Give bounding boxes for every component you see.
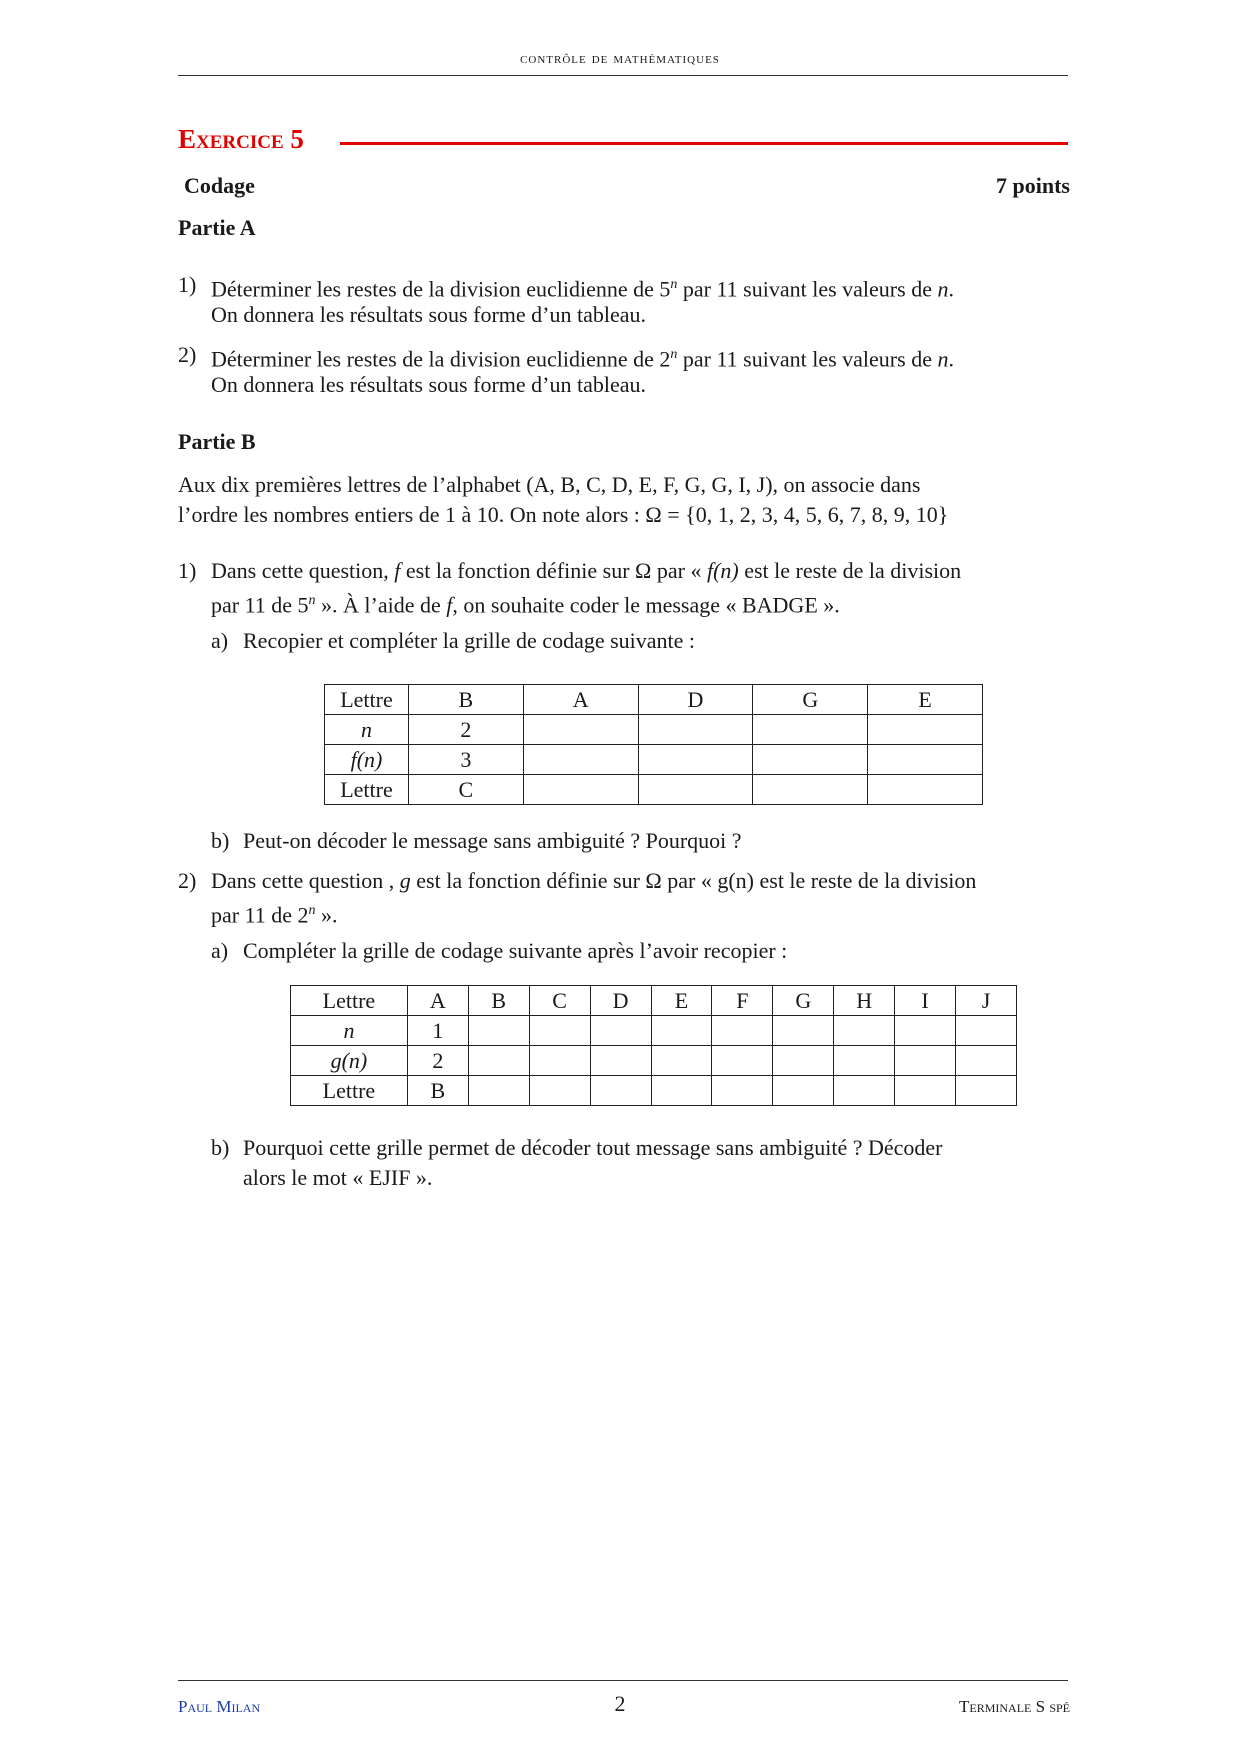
table-cell (753, 745, 868, 775)
part-b-q1-var-f2: f (446, 592, 453, 618)
table-cell (523, 775, 638, 805)
table-cell: n (325, 715, 409, 745)
part-b-q2-var-g: g (399, 868, 411, 893)
exercise-title: Exercice 5 (178, 124, 304, 154)
page-number: 2 (614, 1691, 626, 1716)
table-cell: B (407, 1076, 468, 1106)
table-cell: F (712, 986, 773, 1016)
table-cell: 2 (408, 715, 523, 745)
part-b-q1-number: 1) (178, 558, 197, 583)
table-cell: D (638, 685, 753, 715)
part-a-q2-text-pre: Déterminer les restes de la division euclidienne de 2 (211, 346, 671, 372)
part-a-q2-text-post: par 11 suivant les valeurs de (677, 346, 938, 372)
part-a-q2-dot: . (948, 346, 954, 372)
part-b-q2-line1-b: est la fonction définie sur Ω par « g(n) est le reste de la division (410, 868, 977, 893)
part-b-intro-line2: l’ordre les nombres entiers de 1 à 10. On note alors : Ω = {0, 1, 2, 3, 4, 5, 6, 7, 8, 9, 10} (178, 502, 949, 527)
table-cell (868, 745, 983, 775)
table-cell: Lettre (291, 1076, 408, 1106)
part-b-q1-line1 (211, 556, 1068, 586)
table-cell: Lettre (325, 685, 409, 715)
part-b-q2b-line1: Pourquoi cette grille permet de décoder tout message sans ambiguité ? Décoder (243, 1135, 943, 1160)
part-a-q1-dot: . (948, 276, 954, 302)
table-cell: H (834, 986, 895, 1016)
table-cell (638, 715, 753, 745)
table-cell: A (407, 986, 468, 1016)
table-cell (712, 1016, 773, 1046)
exercise-points: 7 points (996, 173, 1070, 198)
part-b-q1-line2 (211, 586, 1068, 620)
part-a-q2-number: 2) (178, 342, 197, 367)
part-b-q1a-text: Recopier et compléter la grille de codage suivante : (243, 628, 696, 653)
table-cell: E (651, 986, 712, 1016)
table-cell (956, 1016, 1017, 1046)
table-cell (712, 1076, 773, 1106)
table-row (325, 775, 983, 805)
table-cell: D (590, 986, 651, 1016)
part-a-q1-var-n: n (937, 276, 949, 302)
part-a-q1-line2: On donnera les résultats sous forme d’un tableau. (211, 302, 646, 327)
part-b-q1b-text: Peut-on décoder le message sans ambiguité ? Pourquoi ? (243, 828, 742, 853)
table-cell: 2 (407, 1046, 468, 1076)
table-cell: Lettre (291, 986, 408, 1016)
exercise-subject: Codage (184, 173, 255, 198)
coding-grid-f (324, 684, 983, 805)
table-cell (834, 1046, 895, 1076)
table-cell: 1 (407, 1016, 468, 1046)
part-b-q1-exponent: n (308, 593, 316, 608)
table-cell (590, 1016, 651, 1046)
table-cell (895, 1016, 956, 1046)
table-cell (753, 715, 868, 745)
table-cell (834, 1016, 895, 1046)
part-a-q2-exponent: n (670, 347, 678, 362)
part-b-q1b-number: b) (211, 828, 230, 853)
table-cell: C (529, 986, 590, 1016)
part-b-q1-line2-a: par 11 de 5 (211, 592, 309, 618)
table-cell (468, 1046, 529, 1076)
table-cell (868, 775, 983, 805)
table-cell (834, 1076, 895, 1106)
table-row (325, 745, 983, 775)
table-cell: n (291, 1016, 408, 1046)
part-b-title: Partie B (178, 429, 256, 454)
table-cell: 3 (408, 745, 523, 775)
page-header-title: contrôle de mathématiques (520, 50, 720, 67)
table-cell (956, 1076, 1017, 1106)
table-cell (773, 1076, 834, 1106)
table-cell: G (773, 986, 834, 1016)
table-cell: E (868, 685, 983, 715)
table-cell: B (408, 685, 523, 715)
part-b-q1-var-fn: f(n) (706, 558, 739, 583)
table-cell: A (523, 685, 638, 715)
part-b-q1-line1-a: Dans cette question, (211, 558, 395, 583)
part-b-q2a-number: a) (211, 938, 229, 963)
part-b-q2-line2 (211, 896, 338, 930)
header-rule (178, 75, 1068, 76)
table-row (325, 685, 983, 715)
table-cell (753, 775, 868, 805)
part-b-q1-line2-c: , on souhaite coder le message « BADGE ». (452, 592, 840, 618)
part-b-q2-line1 (211, 866, 1068, 896)
table-cell (868, 715, 983, 745)
table-cell: g(n) (291, 1046, 408, 1076)
table-cell: I (895, 986, 956, 1016)
table-row (291, 1016, 1017, 1046)
table-cell (773, 1046, 834, 1076)
part-b-q1a-number: a) (211, 628, 229, 653)
table-cell (651, 1016, 712, 1046)
part-b-q2-number: 2) (178, 868, 197, 893)
part-b-q2a-text: Compléter la grille de codage suivante après l’avoir recopier : (243, 938, 788, 963)
table-cell: Lettre (325, 775, 409, 805)
table-cell (895, 1076, 956, 1106)
table-cell (956, 1046, 1017, 1076)
table-cell: f(n) (325, 745, 409, 775)
part-b-q2-line1-a: Dans cette question , (211, 868, 400, 893)
part-b-intro-line1: Aux dix premières lettres de l’alphabet (A, B, C, D, E, F, G, G, I, J), on associe dans (178, 472, 921, 497)
table-cell (638, 775, 753, 805)
table-cell (468, 1076, 529, 1106)
table-cell (590, 1076, 651, 1106)
table-row (325, 715, 983, 745)
table-cell (895, 1046, 956, 1076)
part-b-q1-line1-c: est le reste de la division (738, 558, 962, 583)
table-cell (590, 1046, 651, 1076)
part-b-q2b-number: b) (211, 1135, 230, 1160)
part-a-q1-number: 1) (178, 272, 197, 297)
table-row (291, 1046, 1017, 1076)
table-cell (712, 1046, 773, 1076)
table-cell: B (468, 986, 529, 1016)
table-cell: J (956, 986, 1017, 1016)
table-cell (651, 1076, 712, 1106)
part-a-title: Partie A (178, 215, 256, 240)
table-cell (638, 745, 753, 775)
part-a-q2-var-n: n (937, 346, 949, 372)
footer-author: Paul Milan (178, 1697, 261, 1716)
part-a-q1-text-pre: Déterminer les restes de la division euclidienne de 5 (211, 276, 671, 302)
exercise-title-rule (340, 142, 1068, 145)
part-a-q1-exponent: n (670, 277, 678, 292)
table-cell (529, 1076, 590, 1106)
part-b-q1-line1-b: est la fonction définie sur Ω par « (400, 558, 707, 583)
part-b-q2b-line2: alors le mot « EJIF ». (243, 1165, 433, 1190)
table-row (291, 1076, 1017, 1106)
table-cell: C (408, 775, 523, 805)
part-b-q1-var-f: f (394, 558, 401, 583)
footer-rule (178, 1680, 1068, 1681)
footer-class: Terminale S spé (958, 1697, 1070, 1716)
part-b-q2-line2-a: par 11 de 2 (211, 902, 309, 928)
table-cell (529, 1016, 590, 1046)
table-row (291, 986, 1017, 1016)
part-b-q1-line2-b: ». À l’aide de (315, 592, 447, 618)
table-cell (468, 1016, 529, 1046)
part-a-q2-line2: On donnera les résultats sous forme d’un tableau. (211, 372, 646, 397)
part-b-q2-line2-b: ». (315, 902, 338, 928)
table-cell (523, 715, 638, 745)
part-a-q1-text-post: par 11 suivant les valeurs de (677, 276, 938, 302)
table-cell (773, 1016, 834, 1046)
coding-grid-g (290, 985, 1017, 1106)
table-cell (523, 745, 638, 775)
table-cell (529, 1046, 590, 1076)
table-cell (651, 1046, 712, 1076)
part-b-q2-exponent: n (308, 903, 316, 918)
table-cell: G (753, 685, 868, 715)
